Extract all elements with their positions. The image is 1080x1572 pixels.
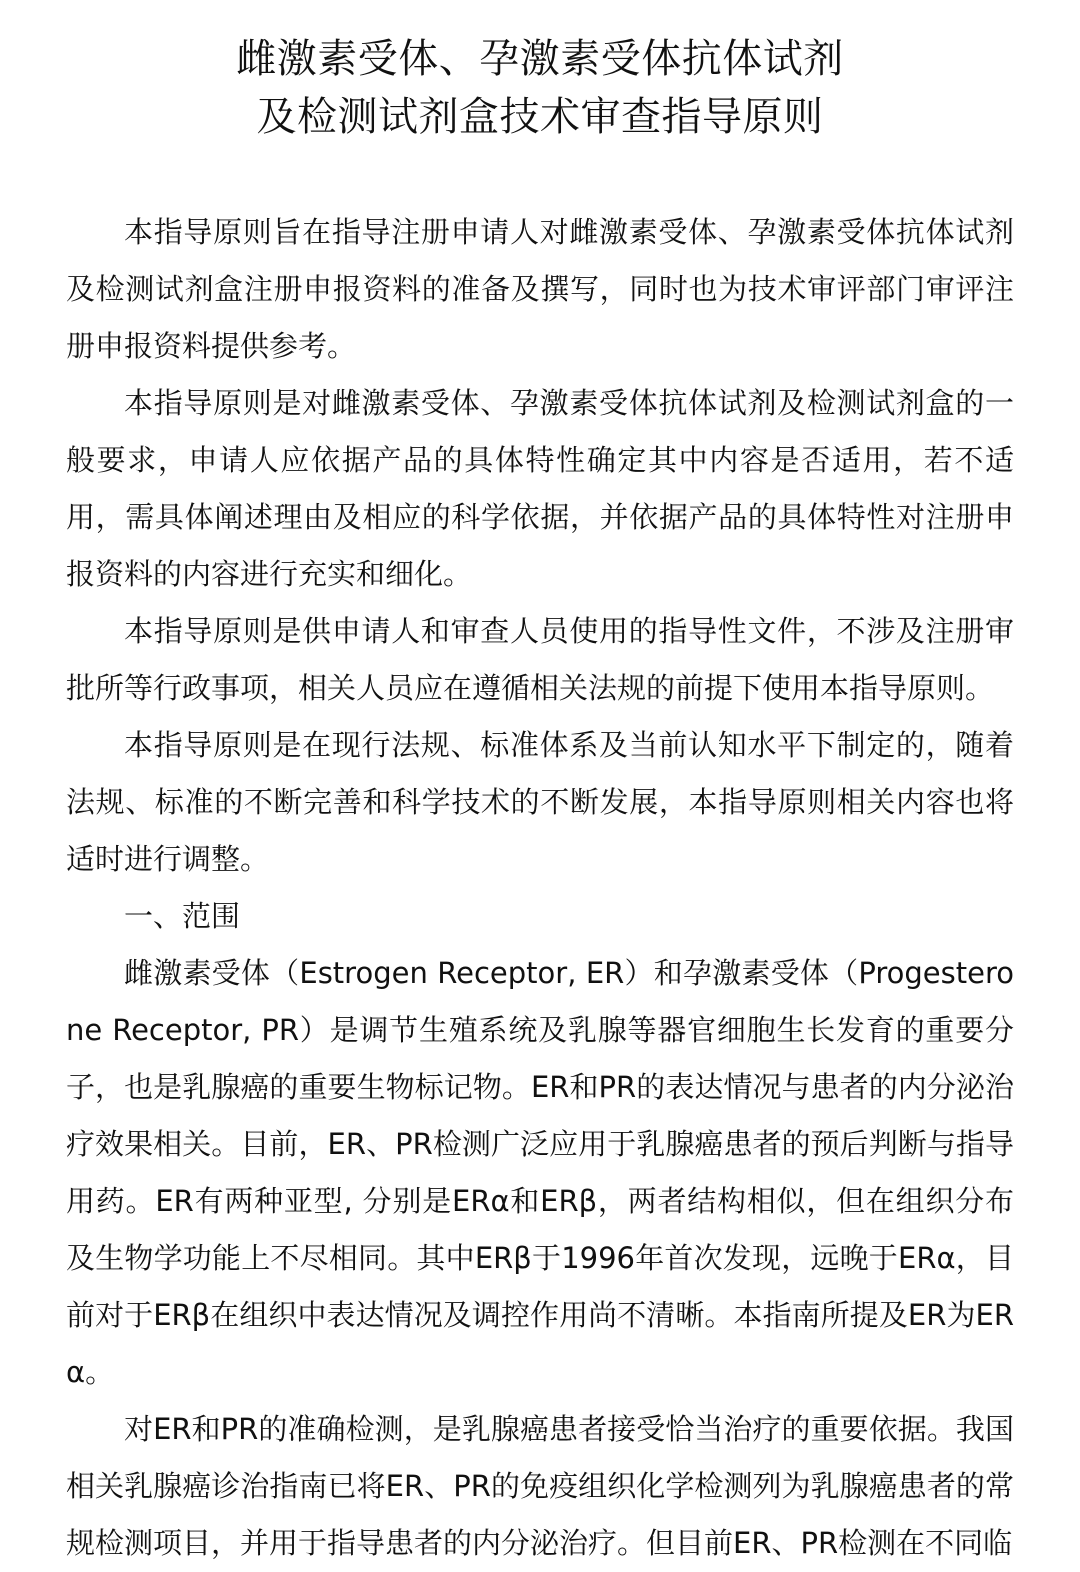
paragraph-scope-detection: 对ER和PR的准确检测，是乳腺癌患者接受恰当治疗的重要依据。我国相关乳腺癌诊治指南已将ER、PR的免疫组织化学检测列为乳腺癌患者的常规检测项目，并用于指导患者的内分泌治疗。但目前ER、PR检测在不同临 (66, 1412, 1014, 1560)
paragraph-purpose: 本指导原则旨在指导注册申请人对雌激素受体、孕激素受体抗体试剂及检测试剂盒注册申报资料的准备及撰写，同时也为技术审评部门审评注册申报资料提供参考。 (66, 215, 1014, 363)
paragraph-guidance-nature: 本指导原则是供申请人和审查人员使用的指导性文件，不涉及注册审批所等行政事项，相关人员应在遵循相关法规的前提下使用本指导原则。 (66, 614, 1014, 705)
paragraph-scope-receptors: 雌激素受体（Estrogen Receptor, ER）和孕激素受体（Progesterone Receptor, PR）是调节生殖系统及乳腺等器官细胞生长发育的重要分子，也是乳腺癌的重要生物标记物。ER和PR的表达情况与患者的内分泌治疗效果相关。目前，ER、PR检测广泛应用于乳腺癌患者的预后判断与指导用药。ER有两种亚型, 分别是ERα和ERβ，两者结构相似，但在组织分布及生物学功能上不尽相同。其中ERβ于1996年首次发现，远晚于ERα，目前对于ERβ在组织中表达情况及调控作用尚不清晰。本指南所提及ER为ERα。 (66, 956, 1014, 1389)
title-line-1: 雌激素受体、孕激素受体抗体试剂 (236, 36, 844, 82)
paragraph-adjustment: 本指导原则是在现行法规、标准体系及当前认知水平下制定的，随着法规、标准的不断完善和科学技术的不断发展，本指导原则相关内容也将适时进行调整。 (66, 728, 1014, 876)
document-title (66, 30, 1014, 146)
title-line-2: 及检测试剂盒技术审查指导原则 (256, 94, 824, 140)
section-heading-scope: 一、范围 (124, 899, 241, 933)
paragraph-general-requirements: 本指导原则是对雌激素受体、孕激素受体抗体试剂及检测试剂盒的一般要求，申请人应依据产品的具体特性确定其中内容是否适用，若不适用，需具体阐述理由及相应的科学依据，并依据产品的具体特性对注册申报资料的内容进行充实和细化。 (66, 386, 1014, 591)
document-body (66, 204, 1014, 1572)
